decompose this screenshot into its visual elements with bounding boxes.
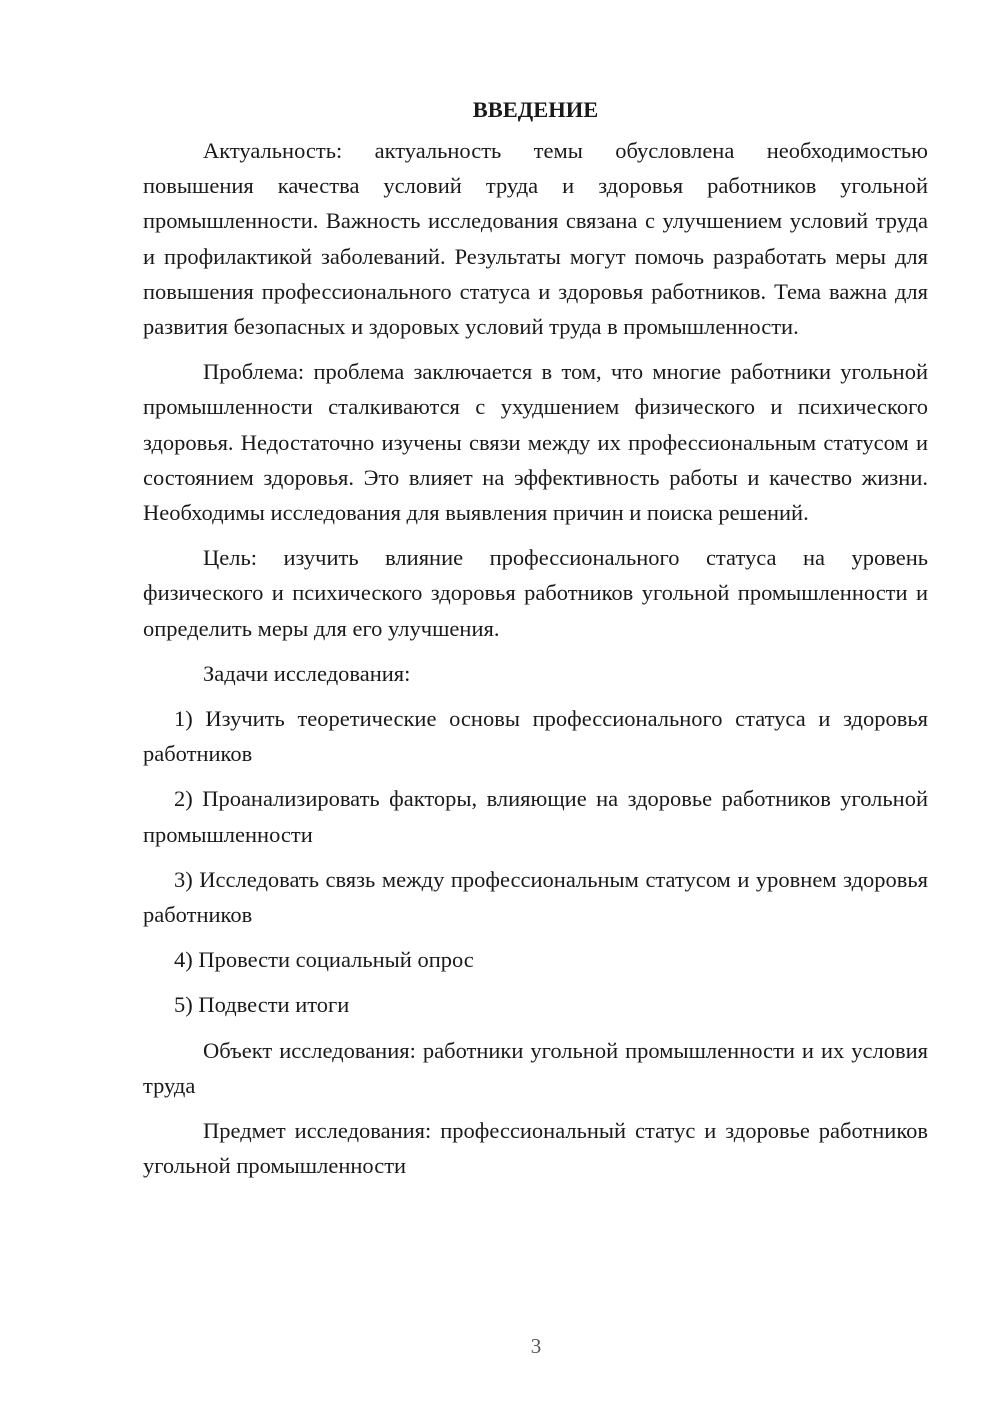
paragraph-problem: Проблема: проблема заключается в том, что многие работники угольной промышленности сталкиваются с ухудшением физического и психического здоровья. Недостаточно изучены связи между их профессиональным статусом и состоянием здоровья. Это влияет на эффективность работы и качество жизни. Необходимы исследования для выявления причин и поиска решений. — [143, 359, 928, 526]
page-content — [143, 92, 928, 1193]
task-item: 5) Подвести итоги — [174, 992, 350, 1018]
section-heading: ВВЕДЕНИЕ — [472, 97, 599, 122]
paragraph-goal: Цель: изучить влияние профессионального статуса на уровень физического и психического здоровья работников угольной промышленности и определить меры для его улучшения. — [143, 545, 928, 641]
page-number: 3 — [530, 1334, 542, 1358]
paragraph-object: Объект исследования: работники угольной промышленности и их условия труда — [143, 1037, 928, 1098]
paragraph-subject: Предмет исследования: профессиональный статус и здоровье работников угольной промышленности — [143, 1118, 928, 1179]
task-item: 4) Провести социальный опрос — [174, 947, 474, 973]
task-item: 1) Изучить теоретические основы профессионального статуса и здоровья работников — [143, 706, 928, 767]
task-item: 3) Исследовать связь между профессиональным статусом и уровнем здоровья работников — [143, 866, 928, 928]
tasks-title: Задачи исследования: — [203, 660, 411, 686]
task-item: 2) Проанализировать факторы, влияющие на здоровье работников угольной промышленности — [143, 786, 928, 847]
paragraph-relevance: Актуальность: актуальность темы обусловлена необходимостью повышения качества условий труда и здоровья работников угольной промышленности. Важность исследования связана с улучшением условий труда и профилактикой заболеваний. Результаты могут помочь разработать меры для повышения профессионального статуса и здоровья работников. Тема важна для развития безопасных и здоровых условий труда в промышленности. — [143, 138, 928, 340]
